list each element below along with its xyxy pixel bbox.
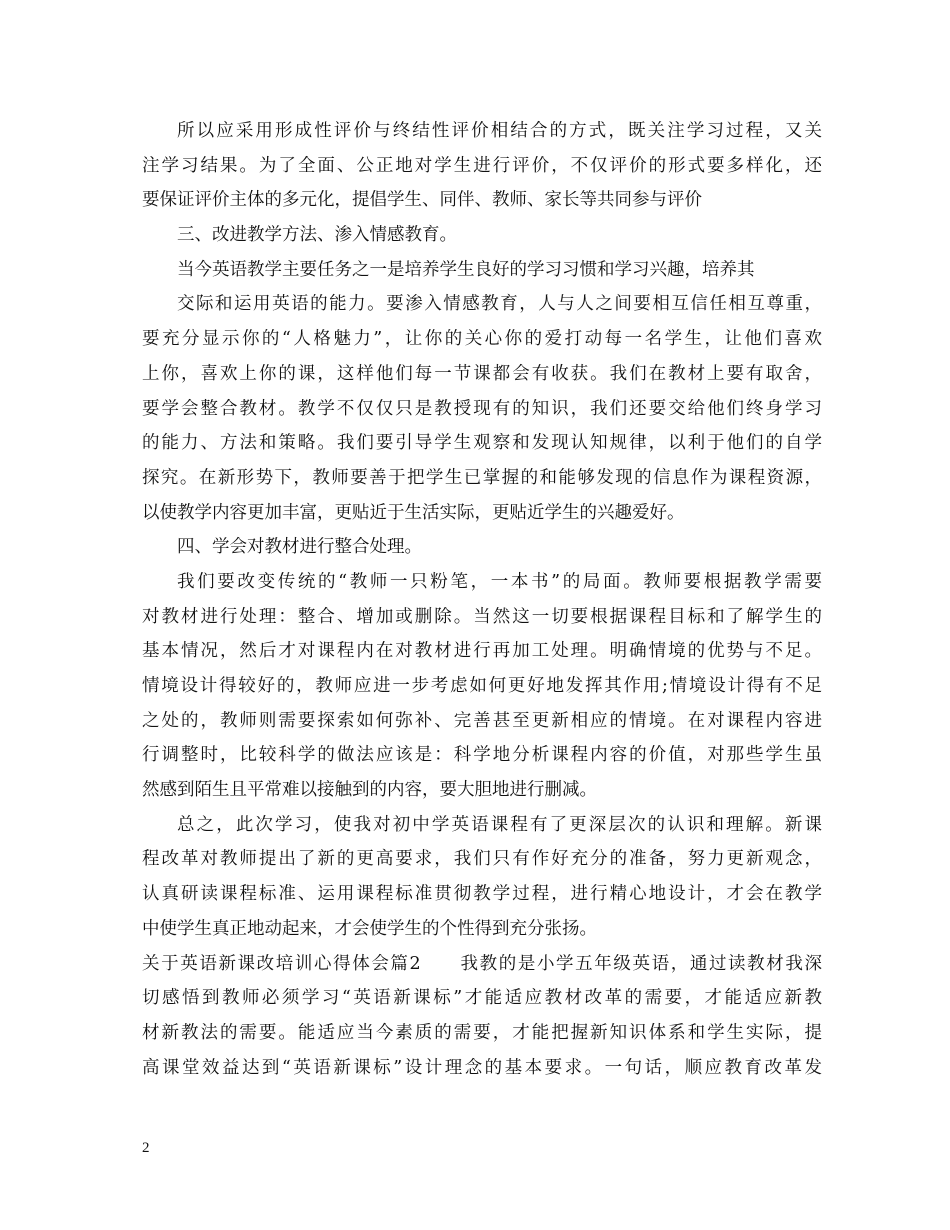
- text-line: 要充分显示你的“人格魅力”，让你的关心你的爱打动每一名学生，让他们喜欢: [142, 329, 822, 350]
- section-heading: 三、改进教学方法、渗入情感教育。: [177, 225, 457, 246]
- text-line: 上你，喜欢上你的课，这样他们每一节课都会有收获。我们在教材上要有取舍，: [142, 363, 822, 384]
- text-line: 当今英语教学主要任务之一是培养学生良好的学习习惯和学习兴趣，培养其: [177, 259, 755, 280]
- text-line: 所以应采用形成性评价与终结性评价相结合的方式，既关注学习过程，又关: [177, 121, 822, 141]
- text-line: 基本情况，然后才对课程内在对教材进行再加工处理。明确情境的优势与不足。: [142, 641, 822, 662]
- text-line: 我们要改变传统的“教师一只粉笔，一本书”的局面。教师要根据教学需要: [177, 571, 822, 592]
- page-number: 2: [142, 1140, 150, 1156]
- text-line: 中使学生真正地动起来，才会使学生的个性得到充分张扬。: [142, 918, 597, 939]
- text-line: 要保证评价主体的多元化，提倡学生、同伴、教师、家长等共同参与评价: [142, 190, 702, 211]
- text-line: 之处的，教师则需要探索如何弥补、完善甚至更新相应的情境。在对课程内容进: [142, 710, 822, 731]
- text-line: 关于英语新课改培训心得体会篇2 我教的是小学五年级英语，通过读教材我深: [142, 953, 822, 974]
- text-line: 材新教法的需要。能适应当今素质的需要，才能把握新知识体系和学生实际，提: [142, 1022, 822, 1043]
- text-line: 程改革对教师提出了新的更高要求，我们只有作好充分的准备，努力更新观念，: [142, 849, 822, 870]
- text-line: 注学习结果。为了全面、公正地对学生进行评价，不仅评价的形式要多样化，还: [142, 155, 822, 176]
- text-line: 要学会整合教材。教学不仅仅只是教授现有的知识，我们还要交给他们终身学习: [142, 398, 822, 419]
- text-line: 认真研读课程标准、运用课程标准贯彻教学过程，进行精心地设计，才会在教学: [142, 884, 822, 905]
- text-line: 交际和运用英语的能力。要渗入情感教育，人与人之间要相互信任相互尊重，: [177, 294, 822, 315]
- text-line: 行调整时，比较科学的做法应该是：科学地分析课程内容的价值，对那些学生虽: [142, 745, 822, 766]
- body-text: [142, 114, 822, 1085]
- text-line: 总之，此次学习，使我对初中学英语课程有了更深层次的认识和理解。新课: [177, 814, 822, 835]
- text-line: 对教材进行处理：整合、增加或删除。当然这一切要根据课程目标和了解学生的: [142, 606, 822, 627]
- text-line: 然感到陌生且平常难以接触到的内容，要大胆地进行删减。: [142, 780, 597, 801]
- text-line: 探究。在新形势下，教师要善于把学生已掌握的和能够发现的信息作为课程资源，: [142, 467, 822, 488]
- text-line: 以使教学内容更加丰富，更贴近于生活实际，更贴近学生的兴趣爱好。: [142, 502, 685, 523]
- text-line: 高课堂效益达到“英语新课标”设计理念的基本要求。一句话，顺应教育改革发: [142, 1057, 822, 1078]
- text-line: 情境设计得较好的，教师应进一步考虑如何更好地发挥其作用;情境设计得有不足: [142, 676, 822, 696]
- text-line: 的能力、方法和策略。我们要引导学生观察和发现认知规律，以利于他们的自学: [142, 433, 822, 454]
- section-heading: 四、学会对教材进行整合处理。: [177, 537, 422, 558]
- text-line: 切感悟到教师必须学习“英语新课标”才能适应教材改革的需要，才能适应新教: [142, 988, 822, 1009]
